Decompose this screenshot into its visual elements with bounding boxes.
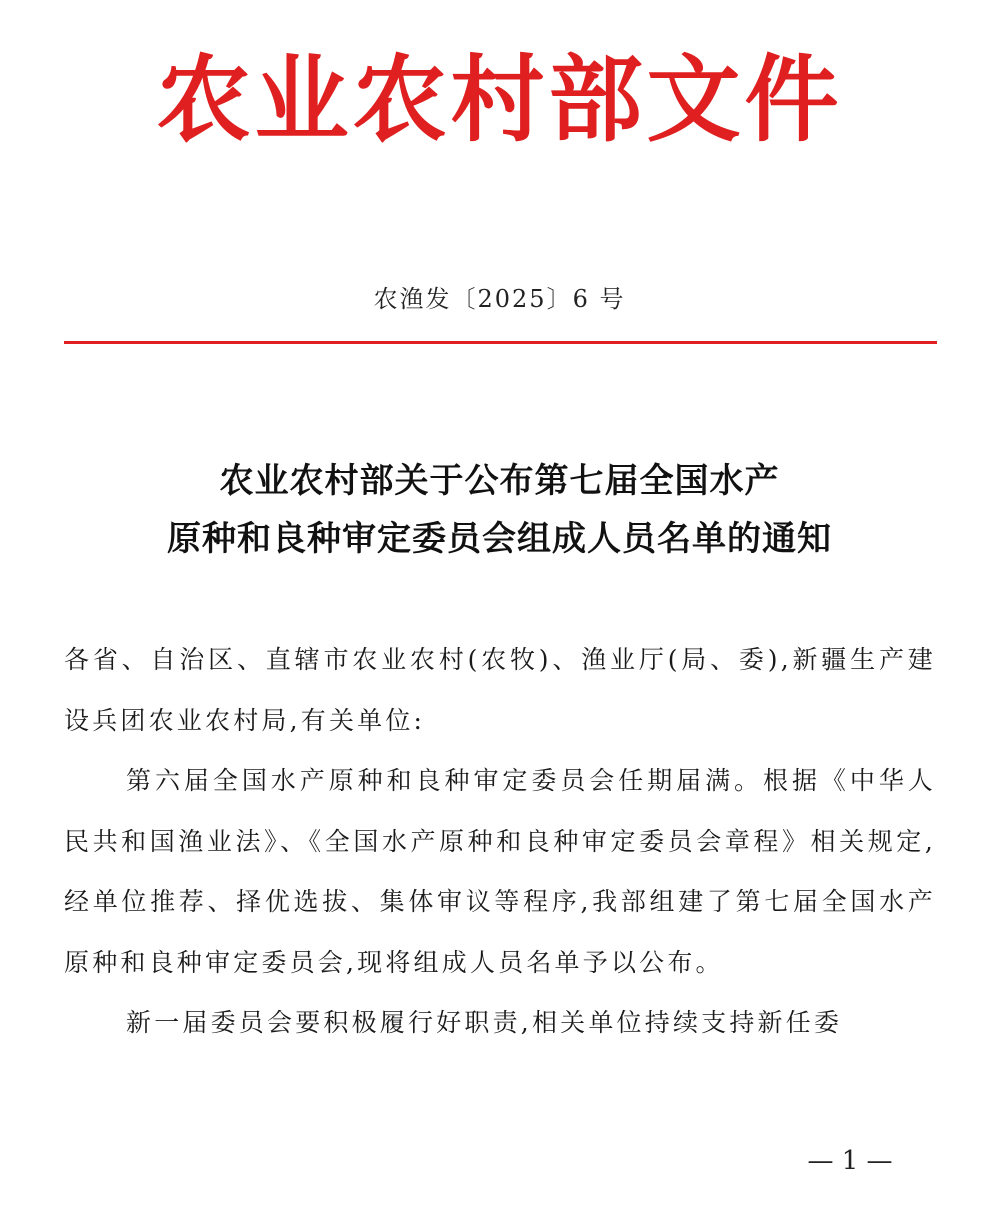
notice-title-line-2: 原种和良种审定委员会组成人员名单的通知 (167, 519, 832, 559)
notice-title-line-1: 农业农村部关于公布第七届全国水产 (219, 461, 780, 501)
body-paragraph-1: 第六届全国水产原种和良种审定委员会任期届满。根据《中华人民共和国渔业法》、《全国水产原种和良种审定委员会章程》相关规定,经单位推荐、择优选拔、集体审议等程序,我部组建了第七届全国水产原种和良种审定委员会,现将组成人员名单予以公布。 (64, 766, 936, 977)
red-separator-line (64, 341, 937, 344)
page-number: — 1 — (807, 1146, 893, 1176)
document-number: 农渔发〔2025〕6 号 (373, 285, 626, 313)
notice-title (0, 452, 999, 568)
body-paragraph-2: 新一届委员会要积极履行好职责,相关单位持续支持新任委 (126, 1008, 843, 1037)
notice-body (64, 630, 936, 1054)
addressee-paragraph: 各省、自治区、直辖市农业农村(农牧)、渔业厅(局、委),新疆生产建设兵团农业农村局,有关单位: (64, 645, 936, 735)
masthead-title: 农业农村部文件 (156, 45, 843, 155)
